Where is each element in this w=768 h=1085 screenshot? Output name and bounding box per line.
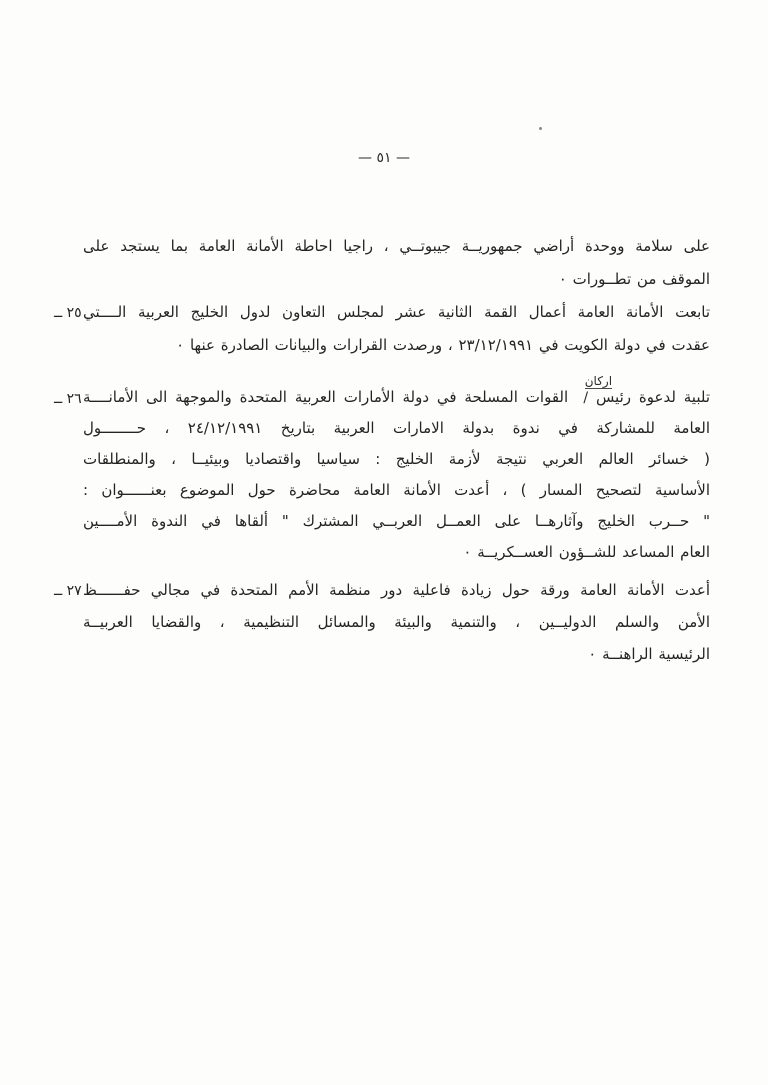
text-line: " حــرب الخليج وآثارهــا على العمــل العربــي المشترك " ألقاها في الندوة الأمــــين [83, 512, 710, 530]
scan-noise-dot [539, 127, 542, 130]
text-line: العامة للمشاركة في ندوة بدولة الامارات العربية بتاريخ ٢٤/١٢/١٩٩١ ، حــــــــول [83, 419, 710, 437]
text-line: الأمن والسلم الدوليــين ، والتنمية والبيئة والمسائل التنظيمية ، والقضايا العربيــة [83, 613, 710, 631]
paragraph-continuation [83, 230, 710, 296]
handwritten-insertion: اركان [584, 374, 613, 388]
insertion-caret [576, 374, 613, 406]
text-line: الأساسية لتصحيح المسار ) ، أعدت الأمانة العامة محاضرة حول الموضوع بعنــــــوان : [83, 481, 710, 499]
text-line: تابعت الأمانة العامة أعمال القمة الثانية عشر لمجلس التعاون لدول الخليج العربية الــــتي [83, 303, 710, 321]
paragraph-number: ٢٥ ــ [54, 305, 82, 321]
text-line-with-insertion [83, 374, 710, 413]
text-line: عقدت في دولة الكويت في ٢٣/١٢/١٩٩١ ، ورصدت القرارات والبيانات الصادرة عنها ٠ [176, 336, 710, 354]
text-line: الرئيسية الراهنــة ٠ [588, 645, 710, 663]
paragraph-26 [83, 374, 710, 568]
page-number: — ٥١ — [358, 150, 410, 166]
text-line: على سلامة ووحدة أراضي جمهوريــة جيبوتــي ، راجيا احاطة الأمانة العامة بما يستجد على [83, 237, 710, 255]
caret-slash-icon: / [583, 390, 589, 406]
paragraph-27 [83, 574, 710, 670]
text-line: ( خسائر العالم العربي نتيجة لأزمة الخليج : سياسيا واقتصاديا وبيئيــا ، والمنطلقات [83, 450, 710, 468]
text-segment: تلبية لدعوة رئيس [595, 388, 710, 406]
text-line: أعدت الأمانة العامة ورقة حول زيادة فاعلية دور منظمة الأمم المتحدة في مجالي حفــــــظ [83, 581, 710, 599]
paragraph-number: ٢٧ ــ [54, 583, 82, 599]
text-segment: القوات المسلحة في دولة الأمارات العربية المتحدة والموجهة الى الأمانــــة [83, 388, 569, 406]
text-line: الموقف من تطــورات ٠ [558, 270, 710, 288]
text-line: العام المساعد للشــؤون العســكريــة ٠ [463, 543, 710, 561]
paragraph-25 [83, 296, 710, 362]
paragraph-number: ٢٦ ــ [54, 391, 82, 407]
